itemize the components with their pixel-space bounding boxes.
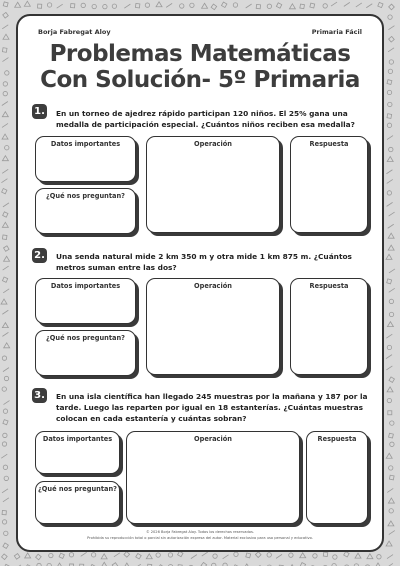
doodle-mark xyxy=(3,82,7,86)
doodle-mark xyxy=(57,4,63,8)
doodle-mark xyxy=(92,4,96,8)
doodle-mark xyxy=(4,343,10,348)
doodle-mark xyxy=(223,555,229,559)
doodle-mark xyxy=(386,334,392,338)
doodle-mark xyxy=(388,69,392,73)
doodle-mark xyxy=(387,279,392,284)
doodle-mark xyxy=(202,552,208,556)
doodle-mark xyxy=(389,4,395,10)
pregunta-label: ¿Qué nos preguntan? xyxy=(45,334,125,342)
doodle-mark xyxy=(388,26,394,30)
operacion-label: Operación xyxy=(194,435,232,443)
doodle-mark xyxy=(387,202,393,206)
doodle-mark xyxy=(135,3,139,7)
doodle-mark xyxy=(267,553,271,557)
doodle-mark xyxy=(387,90,391,94)
doodle-mark xyxy=(386,541,392,546)
doodle-mark xyxy=(3,420,8,425)
doodle-mark xyxy=(3,433,7,437)
doodle-mark xyxy=(388,102,392,106)
doodle-mark xyxy=(387,398,391,402)
doodle-mark xyxy=(3,91,7,95)
doodle-mark xyxy=(389,509,393,513)
worksheet xyxy=(16,14,384,552)
doodle-mark xyxy=(344,2,350,6)
doodle-mark xyxy=(136,553,142,559)
doodle-mark xyxy=(2,356,6,360)
doodle-mark xyxy=(387,191,391,195)
doodle-mark xyxy=(3,212,8,217)
doodle-mark xyxy=(389,312,393,316)
doodle-mark xyxy=(1,299,7,304)
doodle-mark xyxy=(3,266,9,270)
doodle-mark xyxy=(389,377,394,382)
doodle-mark xyxy=(289,4,295,9)
doodle-mark xyxy=(71,4,75,8)
doodle-mark xyxy=(2,520,6,524)
problem-1-operacion-box[interactable] xyxy=(146,136,280,233)
problem-1-text: En un torneo de ajedrez rápido participan 120 niños. El 25% gana una medalla de participación especial. ¿Cuántos niños reciben esa medalla? xyxy=(56,109,355,129)
title-line-1: Problemas Matemáticas xyxy=(49,41,351,67)
problem-2-pregunta-box[interactable] xyxy=(35,330,136,376)
doodle-mark xyxy=(211,4,217,10)
doodle-mark xyxy=(386,453,392,458)
datos-label: Datos importantes xyxy=(42,435,113,443)
doodle-mark xyxy=(388,233,394,238)
doodle-mark xyxy=(2,25,8,29)
doodle-mark xyxy=(2,277,7,282)
doodle-mark xyxy=(267,4,271,8)
level-label: Primaria Fácil xyxy=(311,28,362,36)
doodle-mark xyxy=(2,310,8,314)
problem-3-datos-box[interactable] xyxy=(35,431,120,474)
doodle-mark xyxy=(124,4,130,8)
doodle-mark xyxy=(389,433,394,438)
doodle-mark xyxy=(389,288,395,292)
doodle-mark xyxy=(2,102,8,106)
doodle-mark xyxy=(356,3,362,7)
doodle-mark xyxy=(388,48,394,52)
doodle-mark xyxy=(168,553,172,557)
problem-1-respuesta-box[interactable] xyxy=(290,136,368,233)
doodle-mark xyxy=(69,553,73,557)
footer-notice: Prohibida su reproducción total o parcial sin autorización expresa del autor. Material exclusivo para uso personal y educativo. xyxy=(87,536,313,540)
doodle-mark xyxy=(389,531,395,535)
doodle-mark xyxy=(387,555,393,559)
doodle-mark xyxy=(276,3,281,8)
doodle-mark xyxy=(388,498,394,503)
operacion-label: Operación xyxy=(194,140,232,148)
doodle-mark xyxy=(2,510,6,514)
doodle-mark xyxy=(5,146,9,150)
doodle-mark xyxy=(310,3,315,8)
doodle-mark xyxy=(389,299,393,303)
doodle-mark xyxy=(1,179,7,183)
doodle-mark xyxy=(389,36,395,42)
doodle-mark xyxy=(333,555,337,559)
doodle-mark xyxy=(246,553,251,558)
doodle-mark xyxy=(2,222,8,227)
problem-3-text: En una isla científica han llegado 245 muestras por la mañana y 187 por la tarde. Luego las reparten por igual en 18 estanterías. ¿Cuántas muestras colocan en cada estantería y cuántas sobran? xyxy=(56,392,368,423)
doodle-mark xyxy=(2,188,7,193)
doodle-mark xyxy=(4,256,10,261)
footer-copyright: © 2026 Borja Fabregat Aloy. Todos los derechos reservados. xyxy=(146,530,254,534)
doodle-mark xyxy=(386,366,392,370)
doodle-mark xyxy=(355,553,361,558)
respuesta-label: Respuesta xyxy=(309,282,349,290)
respuesta-label: Respuesta xyxy=(317,435,357,443)
doodle-mark xyxy=(2,235,7,240)
doodle-mark xyxy=(389,147,393,151)
doodle-mark xyxy=(387,80,392,85)
doodle-mark xyxy=(2,323,8,328)
doodle-mark xyxy=(2,387,6,391)
doodle-mark xyxy=(49,553,53,557)
doodle-mark xyxy=(387,179,393,183)
doodle-mark xyxy=(390,442,394,446)
doodle-mark xyxy=(101,562,107,566)
doodle-mark xyxy=(3,498,9,502)
problem-2-operacion-box[interactable] xyxy=(146,278,280,375)
doodle-mark xyxy=(2,48,7,53)
doodle-mark xyxy=(146,554,152,559)
doodle-mark xyxy=(166,3,172,7)
problem-1-datos-box[interactable] xyxy=(35,136,136,182)
doodle-mark xyxy=(2,134,8,139)
doodle-mark xyxy=(3,34,9,39)
doodle-mark xyxy=(2,156,8,161)
doodle-mark xyxy=(1,454,7,458)
doodle-mark xyxy=(5,71,9,75)
doodle-mark xyxy=(255,552,261,558)
doodle-mark xyxy=(386,170,392,174)
doodle-mark xyxy=(3,12,9,18)
doodle-mark xyxy=(2,58,8,62)
doodle-mark xyxy=(24,1,30,6)
doodle-mark xyxy=(4,246,10,252)
doodle-mark xyxy=(101,554,107,559)
doodle-mark xyxy=(2,489,8,493)
doodle-mark xyxy=(2,554,8,560)
respuesta-label: Respuesta xyxy=(309,140,349,148)
doodle-mark xyxy=(3,409,7,413)
problem-2-datos-box[interactable] xyxy=(35,278,136,324)
doodle-mark xyxy=(178,551,183,556)
problem-2-respuesta-box[interactable] xyxy=(290,278,368,375)
doodle-mark xyxy=(377,555,381,559)
doodle-mark xyxy=(47,3,51,7)
datos-label: Datos importantes xyxy=(50,282,121,290)
doodle-mark xyxy=(38,4,42,8)
problem-3-respuesta-box[interactable] xyxy=(306,431,368,524)
pregunta-label: ¿Qué nos preguntan? xyxy=(45,192,125,200)
doodle-mark xyxy=(114,553,120,557)
doodle-mark xyxy=(2,112,8,117)
doodle-mark xyxy=(2,123,8,127)
problem-2-text: Una senda natural mide 2 km 350 m y otra mide 1 km 875 m. ¿Cuántos metros suman entre las dos? xyxy=(56,252,352,272)
doodle-mark xyxy=(389,466,393,470)
doodle-mark xyxy=(323,4,327,8)
doodle-mark xyxy=(145,3,149,7)
doodle-mark xyxy=(389,60,393,64)
doodle-mark xyxy=(3,203,9,207)
doodle-mark xyxy=(366,4,372,8)
doodle-mark xyxy=(202,3,208,8)
doodle-mark xyxy=(388,245,394,250)
doodle-mark xyxy=(156,2,162,7)
doodle-mark xyxy=(15,2,21,7)
doodle-mark xyxy=(387,488,393,492)
doodle-mark xyxy=(233,3,237,7)
doodle-mark xyxy=(3,2,8,7)
doodle-mark xyxy=(387,322,393,327)
doodle-mark xyxy=(386,254,392,259)
doodle-mark xyxy=(4,531,8,535)
operacion-label: Operación xyxy=(194,282,232,290)
doodle-mark xyxy=(14,554,20,560)
doodle-mark xyxy=(3,543,9,549)
doodle-mark xyxy=(300,553,306,558)
doodle-mark xyxy=(331,2,337,6)
doodle-mark xyxy=(112,4,116,8)
doodle-mark xyxy=(389,475,394,480)
doodle-mark xyxy=(388,224,394,228)
problem-1-number: 1. xyxy=(32,104,47,119)
doodle-mark xyxy=(246,4,252,8)
doodle-mark xyxy=(221,2,226,7)
problem-2-number: 2. xyxy=(32,248,47,263)
doodle-mark xyxy=(103,4,107,8)
doodle-mark xyxy=(81,552,87,556)
doodle-mark xyxy=(367,554,373,559)
doodle-mark xyxy=(276,554,282,558)
doodle-mark xyxy=(91,553,95,557)
doodle-mark xyxy=(386,355,392,359)
title-line-2: Con Solución- 5º Primaria xyxy=(40,67,360,93)
doodle-mark xyxy=(2,442,6,446)
doodle-mark xyxy=(4,376,8,380)
doodle-mark xyxy=(390,421,394,425)
doodle-mark xyxy=(191,555,197,559)
doodle-mark xyxy=(190,3,194,7)
doodle-mark xyxy=(289,553,293,557)
doodle-mark xyxy=(180,4,184,8)
problem-3-pregunta-box[interactable] xyxy=(35,481,120,524)
doodle-mark xyxy=(389,269,395,273)
doodle-mark xyxy=(81,3,85,7)
doodle-mark xyxy=(389,212,395,216)
doodle-mark xyxy=(3,289,9,293)
doodle-mark xyxy=(387,123,391,127)
doodle-mark xyxy=(388,411,392,415)
doodle-mark xyxy=(3,465,7,469)
doodle-mark xyxy=(387,345,391,349)
author-name: Borja Fabregat Aloy xyxy=(38,28,111,36)
doodle-mark xyxy=(256,4,260,8)
doodle-mark xyxy=(388,15,392,19)
doodle-mark xyxy=(3,401,9,405)
doodle-mark xyxy=(3,368,9,372)
doodle-mark xyxy=(2,169,8,173)
doodle-mark xyxy=(201,562,207,566)
problem-3-operacion-box[interactable] xyxy=(126,431,300,524)
doodle-mark xyxy=(313,554,317,558)
doodle-mark xyxy=(323,552,328,557)
doodle-mark xyxy=(300,4,305,9)
doodle-mark xyxy=(213,554,217,558)
doodle-mark xyxy=(378,2,383,7)
doodle-mark xyxy=(59,553,64,558)
pregunta-label: ¿Qué nos preguntan? xyxy=(37,485,117,493)
doodle-mark xyxy=(234,552,238,556)
datos-label: Datos importantes xyxy=(50,140,121,148)
doodle-mark xyxy=(25,553,31,558)
doodle-mark xyxy=(124,552,130,558)
doodle-mark xyxy=(387,114,392,119)
doodle-mark xyxy=(387,387,393,392)
page-title xyxy=(18,41,382,93)
problem-1-pregunta-box[interactable] xyxy=(35,188,136,234)
doodle-mark xyxy=(388,521,394,526)
problem-3-number: 3. xyxy=(32,388,47,403)
doodle-mark xyxy=(344,552,349,557)
doodle-mark xyxy=(36,554,42,560)
doodle-mark xyxy=(4,476,8,480)
doodle-mark xyxy=(300,563,305,566)
doodle-mark xyxy=(387,136,393,140)
doodle-mark xyxy=(387,157,393,162)
doodle-mark xyxy=(156,553,160,557)
doodle-mark xyxy=(2,332,8,336)
